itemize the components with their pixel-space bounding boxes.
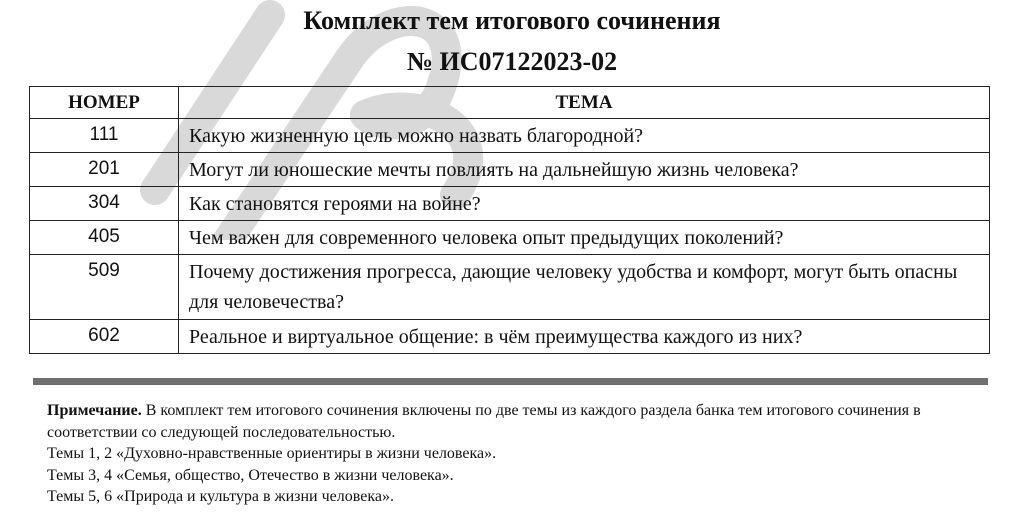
table-row [30,187,990,221]
table-row [30,119,990,153]
note-line: Темы 1, 2 «Духовно-нравственные ориентиры в жизни человека». [47,445,497,462]
topic-theme: Могут ли юношеские мечты повлиять на дальнейшую жизнь человека? [179,153,990,187]
topic-theme: Почему достижения прогресса, дающие человеку удобства и комфорт, могут быть опасны для человечества? [179,255,990,320]
topic-number: 111 [30,119,179,153]
topic-theme: Реальное и виртуальное общение: в чём преимущества каждого из них? [179,320,990,354]
note-paragraph [47,400,977,443]
table-row [30,255,990,320]
section-divider [33,378,988,385]
table-row [30,221,990,255]
column-header-number: НОМЕР [30,87,179,119]
note-line: Темы 5, 6 «Природа и культура в жизни человека». [47,488,394,505]
table-row [30,320,990,354]
topic-theme: Как становятся героями на войне? [179,187,990,221]
note-lead: Примечание. [47,402,142,419]
topic-number: 201 [30,153,179,187]
topic-number: 509 [30,255,179,320]
note-block [47,400,977,508]
note-line: Темы 3, 4 «Семья, общество, Отечество в жизни человека». [47,466,454,484]
document-number: № ИС07122023-02 [406,47,618,76]
table-header-row [30,87,990,119]
topic-theme: Какую жизненную цель можно назвать благородной? [179,119,990,153]
topic-number: 405 [30,221,179,255]
table-row [30,153,990,187]
topic-theme: Чем важен для современного человека опыт предыдущих поколений? [179,221,990,255]
topic-number: 602 [30,320,179,354]
column-header-theme: ТЕМА [179,87,990,119]
note-text: В комплект тем итогового сочинения включены по две темы из каждого раздела банка тем итогового сочинения в соответствии со следующей последовательностью. [47,402,921,441]
topic-number: 304 [30,187,179,221]
topics-table [29,86,990,354]
document-title: Комплект тем итогового сочинения [303,6,721,35]
